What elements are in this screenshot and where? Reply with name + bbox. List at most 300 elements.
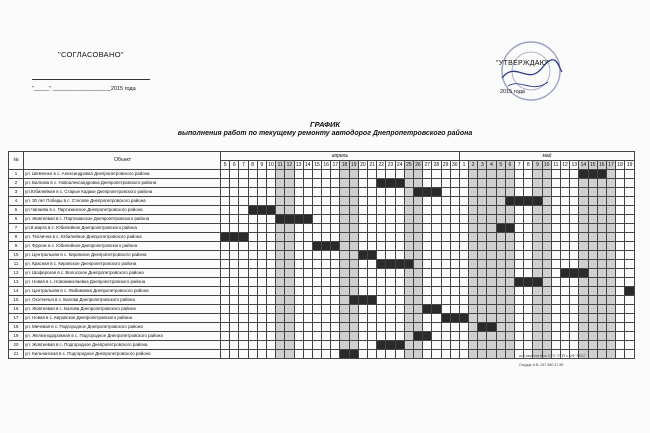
schedule-cell (597, 269, 606, 278)
schedule-cell (496, 260, 505, 269)
schedule-cell (542, 332, 551, 341)
schedule-cell (395, 188, 404, 197)
schedule-cell (404, 215, 413, 224)
schedule-bar-cell (524, 197, 533, 206)
schedule-bar-cell (395, 179, 404, 188)
schedule-cell (377, 323, 386, 332)
schedule-cell (441, 170, 450, 179)
schedule-cell (459, 296, 468, 305)
schedule-cell (285, 323, 294, 332)
schedule-cell (560, 323, 569, 332)
schedule-cell (616, 323, 625, 332)
schedule-cell (266, 179, 275, 188)
schedule-cell (404, 233, 413, 242)
schedule-cell (487, 233, 496, 242)
schedule-cell (441, 188, 450, 197)
schedule-cell (597, 233, 606, 242)
schedule-cell (570, 224, 579, 233)
schedule-cell (404, 170, 413, 179)
schedule-cell (349, 269, 358, 278)
schedule-cell (276, 251, 285, 260)
schedule-cell (515, 233, 524, 242)
schedule-cell (542, 314, 551, 323)
schedule-cell (395, 170, 404, 179)
footer-executor: исп.заместитель ОТО "УПП с МФ "МСС" (519, 354, 587, 358)
schedule-cell (597, 242, 606, 251)
schedule-cell (285, 260, 294, 269)
schedule-cell (625, 323, 635, 332)
schedule-cell (331, 332, 340, 341)
schedule-cell (551, 170, 560, 179)
row-object: ул. Железнодорожная в с. Подгородное Днепропетровского района (24, 332, 221, 341)
schedule-cell (616, 251, 625, 260)
schedule-bar-cell (266, 206, 275, 215)
schedule-cell (413, 170, 422, 179)
schedule-cell (294, 287, 303, 296)
day-header: 8 (248, 161, 257, 170)
schedule-cell (533, 260, 542, 269)
schedule-cell (221, 206, 230, 215)
schedule-cell (423, 323, 432, 332)
schedule-cell (459, 215, 468, 224)
schedule-bar-cell (331, 242, 340, 251)
schedule-cell (450, 188, 459, 197)
schedule-cell (588, 332, 597, 341)
day-header: 8 (524, 161, 533, 170)
schedule-cell (496, 323, 505, 332)
schedule-cell (542, 215, 551, 224)
schedule-cell (542, 233, 551, 242)
schedule-cell (285, 224, 294, 233)
schedule-cell (533, 323, 542, 332)
schedule-cell (340, 323, 349, 332)
schedule-cell (588, 260, 597, 269)
day-header: 7 (239, 161, 248, 170)
schedule-cell (294, 242, 303, 251)
schedule-cell (551, 341, 560, 350)
schedule-cell (285, 197, 294, 206)
schedule-cell (524, 170, 533, 179)
schedule-cell (432, 179, 441, 188)
schedule-cell (441, 197, 450, 206)
schedule-cell (266, 170, 275, 179)
schedule-cell (606, 260, 615, 269)
schedule-cell (487, 278, 496, 287)
schedule-bar-cell (230, 233, 239, 242)
schedule-cell (221, 341, 230, 350)
schedule-cell (459, 224, 468, 233)
schedule-cell (266, 323, 275, 332)
schedule-cell (285, 278, 294, 287)
table-row (9, 251, 635, 260)
schedule-cell (377, 296, 386, 305)
schedule-cell (469, 350, 478, 359)
column-header-object: Объект (24, 152, 221, 170)
schedule-cell (450, 179, 459, 188)
schedule-cell (625, 260, 635, 269)
schedule-cell (331, 206, 340, 215)
schedule-cell (331, 323, 340, 332)
schedule-cell (349, 179, 358, 188)
schedule-cell (340, 278, 349, 287)
schedule-cell (487, 224, 496, 233)
schedule-cell (368, 350, 377, 359)
schedule-cell (358, 170, 367, 179)
day-header: 11 (277, 161, 283, 168)
schedule-cell (606, 188, 615, 197)
schedule-cell (432, 323, 441, 332)
schedule-cell (368, 332, 377, 341)
schedule-cell (285, 305, 294, 314)
schedule-cell (625, 251, 635, 260)
schedule-cell (276, 350, 285, 359)
schedule-cell (432, 269, 441, 278)
schedule-cell (322, 350, 331, 359)
schedule-cell (588, 179, 597, 188)
schedule-cell (505, 323, 514, 332)
schedule-cell (469, 179, 478, 188)
row-number: 19 (9, 332, 24, 341)
schedule-cell (312, 314, 321, 323)
schedule-cell (340, 188, 349, 197)
schedule-cell (413, 179, 422, 188)
schedule-cell (570, 287, 579, 296)
schedule-cell (625, 197, 635, 206)
schedule-bar-cell (423, 332, 432, 341)
schedule-cell (515, 314, 524, 323)
schedule-cell (441, 260, 450, 269)
schedule-cell (515, 260, 524, 269)
schedule-cell (606, 215, 615, 224)
schedule-cell (450, 233, 459, 242)
schedule-cell (496, 188, 505, 197)
schedule-cell (551, 215, 560, 224)
schedule-cell (469, 305, 478, 314)
row-object: ул. Новая в с. Кировское Днепропетровского района (24, 314, 221, 323)
schedule-cell (266, 287, 275, 296)
schedule-cell (616, 278, 625, 287)
schedule-cell (312, 233, 321, 242)
schedule-cell (542, 206, 551, 215)
schedule-cell (524, 296, 533, 305)
schedule-cell (487, 188, 496, 197)
schedule-cell (423, 314, 432, 323)
row-object: ул.Чапаева в с. Партизанское Днепропетровского района (24, 206, 221, 215)
schedule-cell (386, 278, 395, 287)
schedule-cell (368, 341, 377, 350)
schedule-cell (478, 197, 487, 206)
schedule-cell (248, 251, 257, 260)
schedule-cell (625, 170, 635, 179)
schedule-cell (505, 332, 514, 341)
schedule-cell (294, 296, 303, 305)
schedule-cell (331, 197, 340, 206)
table-row (9, 260, 635, 269)
day-header: 17 (332, 161, 339, 168)
schedule-cell (570, 305, 579, 314)
schedule-cell (459, 341, 468, 350)
schedule-cell (570, 197, 579, 206)
schedule-cell (248, 314, 257, 323)
schedule-cell (606, 305, 615, 314)
schedule-cell (542, 188, 551, 197)
schedule-cell (616, 188, 625, 197)
day-header: 6 (505, 161, 514, 170)
schedule-cell (432, 233, 441, 242)
schedule-cell (303, 242, 312, 251)
schedule-cell (496, 170, 505, 179)
schedule-cell (570, 206, 579, 215)
schedule-cell (579, 233, 588, 242)
schedule-cell (377, 305, 386, 314)
document-title: ГРАФИК (310, 120, 340, 129)
schedule-cell (450, 197, 459, 206)
schedule-cell (533, 296, 542, 305)
day-header: 4 (487, 161, 496, 170)
schedule-cell (469, 323, 478, 332)
schedule-cell (331, 350, 340, 359)
schedule-cell (625, 269, 635, 278)
schedule-cell (285, 296, 294, 305)
schedule-cell (542, 251, 551, 260)
schedule-cell (276, 332, 285, 341)
schedule-cell (303, 251, 312, 260)
schedule-cell (303, 350, 312, 359)
schedule-cell (588, 287, 597, 296)
schedule-cell (588, 233, 597, 242)
day-header: 5 (496, 161, 505, 170)
schedule-bar-cell (505, 224, 514, 233)
day-header: 25 (406, 161, 412, 168)
schedule-cell (432, 350, 441, 359)
schedule-cell (368, 188, 377, 197)
schedule-cell (413, 242, 422, 251)
day-header: 29 (442, 161, 449, 168)
schedule-bar-cell (625, 287, 635, 296)
schedule-cell (459, 170, 468, 179)
schedule-cell (478, 260, 487, 269)
schedule-cell (606, 179, 615, 188)
schedule-cell (257, 224, 266, 233)
schedule-cell (285, 269, 294, 278)
schedule-cell (616, 197, 625, 206)
schedule-cell (459, 305, 468, 314)
schedule-cell (616, 233, 625, 242)
schedule-cell (340, 296, 349, 305)
document-subtitle: выполнения работ по текущему ремонту автодорог Днепропетровского района (177, 130, 473, 137)
month-header: май (459, 152, 634, 161)
schedule-cell (588, 341, 597, 350)
schedule-cell (432, 278, 441, 287)
schedule-bar-cell (386, 260, 395, 269)
schedule-cell (285, 287, 294, 296)
schedule-cell (239, 323, 248, 332)
schedule-cell (505, 314, 514, 323)
schedule-cell (257, 296, 266, 305)
schedule-cell (606, 314, 615, 323)
schedule-cell (386, 269, 395, 278)
schedule-cell (625, 206, 635, 215)
schedule-cell (496, 215, 505, 224)
schedule-cell (441, 269, 450, 278)
schedule-cell (331, 296, 340, 305)
schedule-cell (395, 197, 404, 206)
schedule-cell (413, 224, 422, 233)
table-row (9, 323, 635, 332)
month-header: апрель (221, 152, 460, 161)
schedule-cell (377, 242, 386, 251)
row-number: 13 (9, 278, 24, 287)
schedule-cell (505, 179, 514, 188)
schedule-cell (395, 233, 404, 242)
schedule-cell (239, 296, 248, 305)
schedule-cell (312, 305, 321, 314)
schedule-cell (312, 215, 321, 224)
schedule-cell (285, 188, 294, 197)
schedule-cell (625, 179, 635, 188)
schedule-cell (276, 179, 285, 188)
schedule-bar-cell (368, 296, 377, 305)
schedule-cell (469, 170, 478, 179)
schedule-cell (404, 341, 413, 350)
schedule-cell (322, 278, 331, 287)
schedule-cell (221, 224, 230, 233)
row-object: ул. Жовтневая в с. Балова Днепропетровского района (24, 305, 221, 314)
schedule-cell (459, 197, 468, 206)
row-number: 17 (9, 314, 24, 323)
schedule-cell (616, 170, 625, 179)
schedule-cell (257, 170, 266, 179)
schedule-cell (276, 287, 285, 296)
schedule-cell (570, 215, 579, 224)
schedule-cell (478, 170, 487, 179)
schedule-cell (303, 287, 312, 296)
schedule-cell (248, 278, 257, 287)
schedule-cell (276, 233, 285, 242)
schedule-cell (230, 260, 239, 269)
schedule-cell (579, 305, 588, 314)
schedule-bar-cell (413, 188, 422, 197)
schedule-cell (294, 224, 303, 233)
schedule-cell (377, 278, 386, 287)
schedule-cell (322, 269, 331, 278)
row-object: ул. Центральная в с. Любимовка Днепропетровского района (24, 287, 221, 296)
schedule-cell (413, 206, 422, 215)
schedule-cell (294, 206, 303, 215)
schedule-cell (257, 305, 266, 314)
schedule-cell (450, 341, 459, 350)
schedule-cell (395, 206, 404, 215)
schedule-cell (248, 179, 257, 188)
schedule-bar-cell (404, 260, 413, 269)
schedule-cell (303, 224, 312, 233)
schedule-cell (239, 251, 248, 260)
schedule-cell (276, 260, 285, 269)
schedule-cell (230, 332, 239, 341)
day-header: 16 (599, 161, 605, 168)
schedule-cell (469, 269, 478, 278)
day-header: 22 (378, 161, 385, 168)
schedule-cell (588, 323, 597, 332)
schedule-cell (358, 179, 367, 188)
day-header: 9 (257, 161, 266, 170)
schedule-cell (322, 224, 331, 233)
row-number: 14 (9, 287, 24, 296)
schedule-cell (625, 296, 635, 305)
schedule-cell (386, 332, 395, 341)
schedule-cell (606, 170, 615, 179)
schedule-cell (560, 305, 569, 314)
schedule-cell (312, 197, 321, 206)
day-header: 3 (478, 161, 487, 170)
schedule-cell (221, 287, 230, 296)
schedule-bar-cell (386, 179, 395, 188)
row-number: 2 (9, 179, 24, 188)
schedule-cell (524, 332, 533, 341)
day-header: 2 (469, 161, 478, 170)
schedule-cell (248, 197, 257, 206)
schedule-cell (515, 296, 524, 305)
day-header: 1 (459, 161, 468, 170)
schedule-bar-cell (377, 179, 386, 188)
schedule-cell (570, 278, 579, 287)
schedule-cell (560, 170, 569, 179)
row-number: 4 (9, 197, 24, 206)
schedule-cell (257, 251, 266, 260)
schedule-cell (368, 260, 377, 269)
schedule-cell (625, 314, 635, 323)
schedule-cell (413, 278, 422, 287)
schedule-cell (551, 287, 560, 296)
schedule-cell (496, 314, 505, 323)
schedule-cell (257, 332, 266, 341)
schedule-cell (606, 242, 615, 251)
schedule-cell (413, 251, 422, 260)
schedule-cell (515, 251, 524, 260)
schedule-cell (588, 224, 597, 233)
schedule-cell (377, 224, 386, 233)
schedule-cell (257, 314, 266, 323)
row-object: ул. Шевченко в с. Александровка Днепропетровского района (24, 170, 221, 179)
schedule-cell (441, 179, 450, 188)
schedule-cell (349, 197, 358, 206)
schedule-cell (423, 260, 432, 269)
schedule-cell (340, 197, 349, 206)
day-header: 11 (553, 161, 559, 168)
schedule-bar-cell (312, 242, 321, 251)
row-number: 8 (9, 233, 24, 242)
schedule-cell (441, 242, 450, 251)
schedule-cell (606, 350, 615, 359)
schedule-cell (230, 341, 239, 350)
schedule-cell (533, 206, 542, 215)
schedule-cell (377, 206, 386, 215)
schedule-cell (533, 269, 542, 278)
schedule-cell (524, 323, 533, 332)
schedule-cell (230, 350, 239, 359)
schedule-cell (395, 242, 404, 251)
schedule-cell (450, 305, 459, 314)
schedule-cell (331, 287, 340, 296)
schedule-cell (450, 296, 459, 305)
schedule-cell (542, 278, 551, 287)
schedule-cell (303, 179, 312, 188)
day-header: 18 (617, 161, 623, 168)
schedule-cell (478, 350, 487, 359)
row-object: ул. Центральная в с. Кировское Днепропетровского района (24, 251, 221, 260)
schedule-cell (560, 332, 569, 341)
schedule-cell (221, 296, 230, 305)
